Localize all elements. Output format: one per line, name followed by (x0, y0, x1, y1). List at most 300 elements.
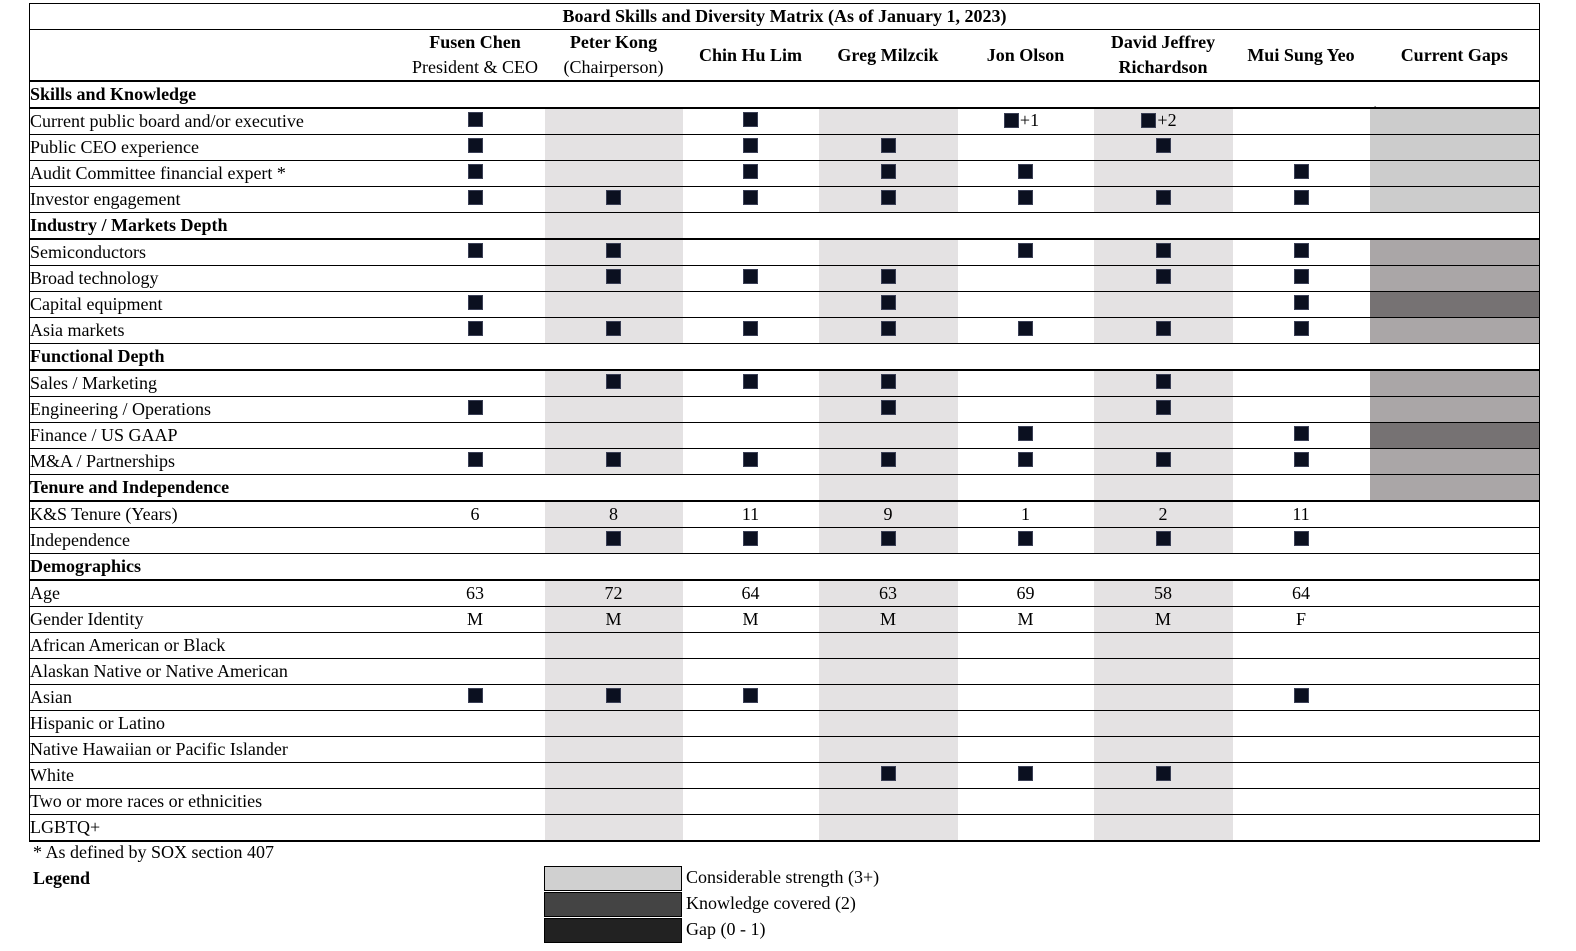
matrix-cell (958, 266, 1094, 292)
matrix-cell (958, 528, 1094, 554)
section-cell (406, 81, 545, 108)
matrix-cell (406, 685, 545, 711)
matrix-cell (1233, 685, 1370, 711)
matrix-cell (406, 633, 545, 659)
checkmark-square-icon (1156, 190, 1171, 205)
matrix-cell (958, 161, 1094, 187)
matrix-cell (1233, 318, 1370, 344)
checkmark-square-icon (468, 452, 483, 467)
matrix-row (30, 685, 1540, 711)
checkmark-square-icon (1156, 452, 1171, 467)
row-label: Public CEO experience (30, 135, 406, 161)
matrix-row (30, 449, 1540, 475)
checkmark-square-icon (468, 190, 483, 205)
checkmark-square-icon (743, 531, 758, 546)
row-label: Audit Committee financial expert * (30, 161, 406, 187)
matrix-cell (1094, 370, 1233, 397)
matrix-cell (683, 187, 819, 213)
column-name: Peter Kong (569, 32, 658, 52)
section-cell (1370, 81, 1540, 108)
matrix-cell (1233, 161, 1370, 187)
footnote: * As defined by SOX section 407 (33, 842, 274, 862)
section-title: Tenure and Independence (30, 475, 406, 502)
checkmark-square-icon (881, 374, 896, 389)
checkmark-square-icon (468, 164, 483, 179)
matrix-cell (958, 633, 1094, 659)
matrix-cell (819, 659, 958, 685)
legend-swatch (544, 866, 682, 891)
matrix-cell (683, 266, 819, 292)
matrix-cell (1094, 815, 1233, 842)
matrix-cell (1233, 135, 1370, 161)
matrix-cell (819, 135, 958, 161)
checkmark-square-icon (743, 112, 758, 127)
section-cell (406, 344, 545, 371)
matrix-cell (683, 370, 819, 397)
matrix-cell (819, 266, 958, 292)
section-cell (819, 554, 958, 581)
matrix-row (30, 711, 1540, 737)
column-header-chin-hu-lim (683, 30, 819, 82)
section-cell (819, 81, 958, 108)
column-subtitle: President & CEO (412, 57, 538, 77)
gap-note: ` (1373, 105, 1379, 120)
matrix-cell (1094, 659, 1233, 685)
matrix-cell (819, 449, 958, 475)
matrix-cell (406, 659, 545, 685)
matrix-cell (406, 763, 545, 789)
matrix-cell: 69 (958, 580, 1094, 607)
checkmark-square-icon (468, 112, 483, 127)
matrix-cell (1233, 266, 1370, 292)
checkmark-square-icon (606, 688, 621, 703)
matrix-cell (819, 815, 958, 842)
matrix-cell (958, 685, 1094, 711)
matrix-cell: 1 (958, 501, 1094, 528)
row-label: Current public board and/or executive (30, 108, 406, 135)
matrix-cell (406, 815, 545, 842)
matrix-cell (406, 292, 545, 318)
checkmark-square-icon (606, 374, 621, 389)
matrix-cell (819, 711, 958, 737)
matrix-cell (958, 659, 1094, 685)
matrix-cell (545, 161, 683, 187)
section-cell (819, 475, 958, 502)
matrix-cell (1094, 711, 1233, 737)
matrix-cell (1233, 763, 1370, 789)
row-label: Hispanic or Latino (30, 711, 406, 737)
matrix-row (30, 397, 1540, 423)
section-cell (545, 344, 683, 371)
checkmark-square-icon (743, 164, 758, 179)
matrix-cell (683, 239, 819, 266)
matrix-cell (406, 187, 545, 213)
section-cell (958, 554, 1094, 581)
checkmark-square-icon (743, 688, 758, 703)
row-label: Investor engagement (30, 187, 406, 213)
gap-cell (1370, 423, 1540, 449)
matrix-cell: M (683, 607, 819, 633)
section-header (30, 554, 1540, 581)
matrix-cell (1233, 397, 1370, 423)
matrix-cell (683, 789, 819, 815)
legend-label: Legend (33, 868, 91, 888)
matrix-cell (1094, 239, 1233, 266)
matrix-cell (545, 659, 683, 685)
matrix-cell (819, 685, 958, 711)
matrix-cell (545, 266, 683, 292)
checkmark-square-icon (1156, 766, 1171, 781)
checkmark-square-icon (468, 321, 483, 336)
section-title: Skills and Knowledge (30, 81, 406, 108)
matrix-cell: 8 (545, 501, 683, 528)
checkmark-square-icon (1156, 138, 1171, 153)
matrix-cell (545, 633, 683, 659)
gap-cell (1370, 711, 1540, 737)
section-cell (1233, 81, 1370, 108)
checkmark-square-icon (743, 452, 758, 467)
matrix-cell (545, 423, 683, 449)
column-header-greg-milzcik (819, 30, 958, 82)
checkmark-square-icon (881, 164, 896, 179)
matrix-cell (1094, 633, 1233, 659)
matrix-cell (958, 397, 1094, 423)
checkmark-square-icon (606, 321, 621, 336)
checkmark-square-icon (1294, 426, 1309, 441)
section-cell (683, 475, 819, 502)
matrix-cell (1094, 397, 1233, 423)
gap-cell (1370, 789, 1540, 815)
section-cell (1370, 344, 1540, 371)
section-cell (1094, 554, 1233, 581)
section-cell (819, 213, 958, 240)
matrix-cell (406, 135, 545, 161)
matrix-row (30, 789, 1540, 815)
matrix-row (30, 318, 1540, 344)
matrix-cell (958, 187, 1094, 213)
matrix-cell: 11 (683, 501, 819, 528)
matrix-cell (545, 711, 683, 737)
column-name: David Jeffrey (1110, 32, 1216, 52)
matrix-cell (1094, 292, 1233, 318)
matrix-cell (819, 161, 958, 187)
matrix-cell (819, 108, 958, 135)
row-label: Broad technology (30, 266, 406, 292)
matrix-row (30, 292, 1540, 318)
column-header-current-gaps (1370, 30, 1540, 82)
matrix-cell: M (819, 607, 958, 633)
matrix-cell (406, 318, 545, 344)
checkmark-square-icon (1156, 374, 1171, 389)
legend-text: Gap (0 - 1) (686, 919, 766, 939)
matrix-cell (406, 449, 545, 475)
checkmark-square-icon (743, 190, 758, 205)
matrix-cell (406, 737, 545, 763)
matrix-cell (1233, 239, 1370, 266)
checkmark-square-icon (1294, 452, 1309, 467)
matrix-cell (958, 815, 1094, 842)
matrix-row (30, 580, 1540, 607)
legend-text: Considerable strength (3+) (686, 867, 880, 887)
gap-cell (1370, 292, 1540, 318)
checkmark-square-icon (1018, 164, 1033, 179)
section-title: Functional Depth (30, 344, 406, 371)
section-cell (1094, 81, 1233, 108)
checkmark-square-icon (1156, 243, 1171, 258)
gap-cell (1370, 607, 1540, 633)
gap-cell (1370, 763, 1540, 789)
matrix-cell (545, 318, 683, 344)
checkmark-square-icon (1294, 688, 1309, 703)
gap-cell (1370, 685, 1540, 711)
checkmark-square-icon (1018, 531, 1033, 546)
legend-text: Knowledge covered (2) (686, 893, 856, 913)
matrix-cell (819, 187, 958, 213)
matrix-cell (1094, 789, 1233, 815)
matrix-cell (545, 370, 683, 397)
section-cell (1233, 554, 1370, 581)
matrix-cell (545, 187, 683, 213)
matrix-cell (683, 135, 819, 161)
matrix-cell (683, 659, 819, 685)
row-label: Finance / US GAAP (30, 423, 406, 449)
gap-cell (1370, 580, 1540, 607)
row-label: Sales / Marketing (30, 370, 406, 397)
matrix-cell: 64 (1233, 580, 1370, 607)
matrix-cell (545, 685, 683, 711)
checkmark-square-icon (1156, 531, 1171, 546)
matrix-cell (545, 397, 683, 423)
checkmark-square-icon (468, 138, 483, 153)
matrix-row (30, 737, 1540, 763)
section-cell (545, 81, 683, 108)
matrix-cell (683, 763, 819, 789)
matrix-cell (1233, 108, 1370, 135)
checkmark-square-icon (743, 321, 758, 336)
column-name: Chin Hu Lim (698, 44, 803, 65)
gap-cell (1370, 105, 1540, 135)
checkmark-square-icon (468, 688, 483, 703)
column-header-jon-olson (958, 30, 1094, 82)
column-subtitle: (Chairperson) (563, 57, 664, 77)
matrix-cell (406, 528, 545, 554)
checkmark-square-icon (1156, 400, 1171, 415)
row-label: Capital equipment (30, 292, 406, 318)
matrix-cell (958, 763, 1094, 789)
matrix-cell (819, 318, 958, 344)
matrix-cell (545, 763, 683, 789)
matrix-cell: M (406, 607, 545, 633)
row-label: Asia markets (30, 318, 406, 344)
matrix-row (30, 763, 1540, 789)
matrix-cell (958, 449, 1094, 475)
matrix-cell (406, 370, 545, 397)
matrix-cell (1094, 161, 1233, 187)
matrix-cell (683, 318, 819, 344)
row-label: K&S Tenure (Years) (30, 501, 406, 528)
checkmark-square-icon (881, 138, 896, 153)
gap-cell (1370, 501, 1540, 528)
matrix-cell: 63 (406, 580, 545, 607)
gap-cell (1370, 633, 1540, 659)
checkmark-square-icon (1294, 190, 1309, 205)
row-label: Engineering / Operations (30, 397, 406, 423)
section-header (30, 213, 1540, 240)
column-header-david-jeffrey (1094, 30, 1233, 82)
row-label: Semiconductors (30, 239, 406, 266)
matrix-cell (545, 528, 683, 554)
matrix-cell (1233, 633, 1370, 659)
matrix-row (30, 607, 1540, 633)
checkmark-square-icon (1294, 531, 1309, 546)
matrix-cell (683, 815, 819, 842)
checkmark-square-icon (1018, 766, 1033, 781)
matrix-cell (1233, 370, 1370, 397)
matrix-cell: 9 (819, 501, 958, 528)
matrix-row (30, 187, 1540, 213)
matrix-cell: 11 (1233, 501, 1370, 528)
matrix-cell (958, 108, 1094, 135)
section-title: Demographics (30, 554, 406, 581)
checkmark-square-icon (468, 400, 483, 415)
matrix-cell (819, 370, 958, 397)
matrix-cell (545, 737, 683, 763)
checkmark-square-icon (1156, 321, 1171, 336)
matrix-cell (406, 789, 545, 815)
matrix-row (30, 135, 1540, 161)
matrix-cell (683, 161, 819, 187)
matrix-cell (819, 737, 958, 763)
matrix-cell (1233, 528, 1370, 554)
column-name: Fusen Chen (429, 32, 521, 52)
checkmark-square-icon (1294, 321, 1309, 336)
matrix-cell (406, 266, 545, 292)
matrix-row (30, 815, 1540, 842)
checkmark-square-icon (1018, 243, 1033, 258)
legend-swatch (544, 892, 682, 917)
section-cell (1233, 475, 1370, 502)
matrix-cell (683, 449, 819, 475)
matrix-cell (958, 711, 1094, 737)
checkmark-square-icon (881, 452, 896, 467)
matrix-cell (958, 292, 1094, 318)
matrix-cell (545, 789, 683, 815)
matrix-cell: 72 (545, 580, 683, 607)
matrix-cell (1233, 815, 1370, 842)
row-label: Age (30, 580, 406, 607)
matrix-cell (406, 423, 545, 449)
section-title: Industry / Markets Depth (30, 213, 406, 240)
matrix-cell (1233, 789, 1370, 815)
matrix-cell (1094, 135, 1233, 161)
checkmark-square-icon (468, 295, 483, 310)
row-label: M&A / Partnerships (30, 449, 406, 475)
section-cell (683, 213, 819, 240)
matrix-cell: M (545, 607, 683, 633)
matrix-cell (683, 711, 819, 737)
matrix-cell (683, 397, 819, 423)
matrix-cell (545, 135, 683, 161)
matrix-row (30, 501, 1540, 528)
matrix-cell (1233, 449, 1370, 475)
checkmark-square-icon (606, 531, 621, 546)
matrix-cell: 6 (406, 501, 545, 528)
matrix-cell (1094, 108, 1233, 135)
section-cell (545, 554, 683, 581)
matrix-cell (1233, 187, 1370, 213)
checkmark-square-icon (881, 531, 896, 546)
section-header (30, 475, 1540, 502)
gap-cell (1370, 239, 1540, 266)
checkmark-square-icon (1018, 190, 1033, 205)
section-cell (545, 475, 683, 502)
matrix-cell (1233, 711, 1370, 737)
matrix-cell (1094, 266, 1233, 292)
section-header (30, 344, 1540, 371)
matrix-cell (819, 423, 958, 449)
matrix-cell (683, 633, 819, 659)
section-cell (1370, 554, 1540, 581)
matrix-cell: F (1233, 607, 1370, 633)
matrix-row (30, 370, 1540, 397)
checkmark-square-icon (881, 269, 896, 284)
section-cell (1094, 344, 1233, 371)
matrix-cell (958, 737, 1094, 763)
checkmark-square-icon (743, 269, 758, 284)
matrix-cell (545, 108, 683, 135)
row-label: Gender Identity (30, 607, 406, 633)
checkmark-square-icon (881, 295, 896, 310)
gap-cell (1370, 449, 1540, 475)
matrix-row (30, 528, 1540, 554)
checkmark-square-icon (606, 190, 621, 205)
column-header-peter-kong (545, 30, 683, 82)
matrix-cell (406, 161, 545, 187)
matrix-cell (819, 239, 958, 266)
gap-cell (1370, 161, 1540, 187)
matrix-cell (545, 449, 683, 475)
matrix-cell (819, 789, 958, 815)
matrix-row (30, 239, 1540, 266)
matrix-cell (683, 108, 819, 135)
matrix-cell (1094, 763, 1233, 789)
checkmark-square-icon (468, 243, 483, 258)
gap-cell (1370, 815, 1540, 842)
section-cell (958, 475, 1094, 502)
matrix-cell (406, 239, 545, 266)
section-cell (683, 554, 819, 581)
column-name: Mui Sung Yeo (1247, 44, 1355, 65)
board-matrix-table (29, 3, 1540, 842)
matrix-cell: 63 (819, 580, 958, 607)
checkmark-square-icon (1018, 452, 1033, 467)
checkmark-square-icon (606, 243, 621, 258)
checkmark-square-icon (606, 452, 621, 467)
matrix-cell: 58 (1094, 580, 1233, 607)
section-cell (683, 81, 819, 108)
matrix-cell (1094, 528, 1233, 554)
gap-cell (1370, 187, 1540, 213)
row-label: Two or more races or ethnicities (30, 789, 406, 815)
section-cell (1370, 213, 1540, 240)
section-cell (958, 81, 1094, 108)
matrix-cell (1233, 659, 1370, 685)
checkmark-square-icon (881, 766, 896, 781)
checkmark-square-icon (1018, 426, 1033, 441)
checkmark-square-icon (1018, 321, 1033, 336)
gap-cell (1370, 397, 1540, 423)
checkmark-square-icon (1294, 243, 1309, 258)
